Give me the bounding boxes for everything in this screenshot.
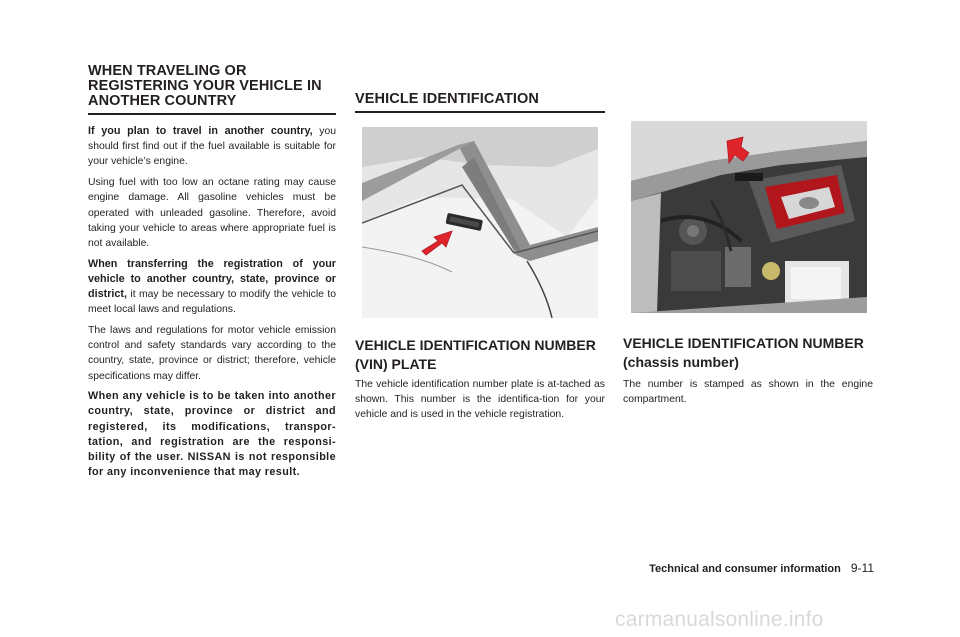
paragraph-responsibility-bold: When any vehicle is to be taken into another country, state, province or district and registered, its modifications, transpor-tation, and registration are the responsi-bility of the user. NISSAN is not responsible for any inconvenience that may result. — [88, 390, 336, 479]
travel-section-heading — [88, 64, 336, 115]
heading-line-3: ANOTHER COUNTRY — [88, 93, 237, 109]
vin-plate-drawing — [362, 127, 598, 318]
paragraph-octane: Using fuel with too low an octane rating may cause engine damage. All gasoline vehicles must be operated with unleaded gasoline. Therefore, avoid taking your vehicle to areas where appropriate fuel is not available. — [88, 177, 336, 249]
paragraph-fuel-bold: If you plan to travel in another country, — [88, 125, 313, 137]
page-footer — [600, 561, 874, 575]
vehicle-identification-heading: VEHICLE IDENTIFICATION — [355, 92, 605, 113]
chassis-number-description: The number is stamped as shown in the engine compartment. — [623, 379, 873, 406]
paragraph-fuel-rest: you should first find out if the fuel available is suitable for your vehicle’s engine. — [88, 126, 337, 168]
paragraph-registration-bold: When transferring the registration of your vehicle to another country, state, province or district, — [88, 257, 336, 301]
paragraph-laws: The laws and regulations for motor vehicle emission control and safety standards vary according to the country, state, province or district; therefore, vehicle specifications may differ. — [88, 324, 336, 382]
vin-plate-description: The vehicle identification number plate is at-tached as shown. This number is the identifica-tion for your vehicle and is used in the vehicle registration. — [355, 379, 605, 421]
heading-line-2: REGISTERING YOUR VEHICLE IN — [88, 78, 322, 94]
vin-plate-illustration — [362, 127, 598, 318]
paragraph-responsibility — [88, 389, 336, 480]
engine-compartment-photo — [631, 121, 867, 313]
page-number: 9-11 — [850, 561, 874, 575]
engine-compartment-drawing — [631, 121, 867, 313]
watermark: carmanualsonline.info — [615, 608, 824, 631]
middle-column — [355, 92, 605, 113]
heading-line-1: WHEN TRAVELING OR — [88, 63, 247, 79]
paragraph-registration — [88, 257, 336, 318]
chassis-number-heading: VEHICLE IDENTIFICATION NUMBER (chassis number) — [623, 335, 864, 370]
left-column — [88, 64, 336, 486]
paragraph-fuel — [88, 124, 336, 170]
footer-section-title: Technical and consumer information — [649, 563, 841, 575]
vin-plate-heading: VEHICLE IDENTIFICATION NUMBER (VIN) PLATE — [355, 337, 596, 372]
paragraph-registration-rest: it may be necessary to modify the vehicle to meet local laws and regulations. — [88, 289, 336, 316]
